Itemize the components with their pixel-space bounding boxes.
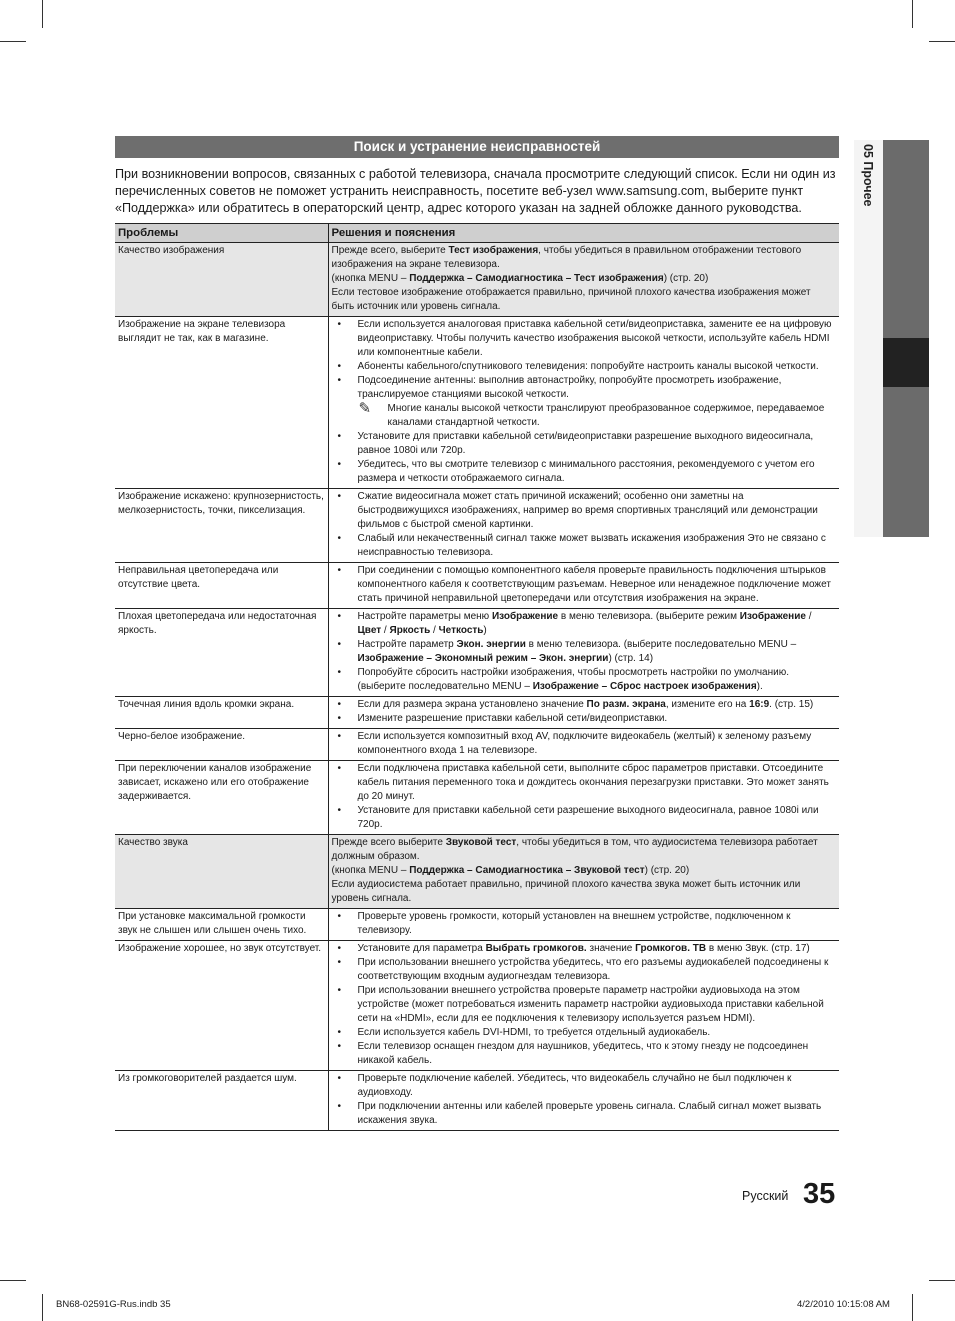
problem-cell: Качество звука xyxy=(115,835,328,909)
list-item: • Если телевизор оснащен гнездом для наушников, убедитесь, что к этому гнезду не подсоединен никакой кабель. xyxy=(332,1040,837,1068)
crop-mark xyxy=(929,41,955,42)
list-item: • При соединении с помощью компонентного кабеля проверьте правильность подключения штырьков компонентного кабеля к соответствующим разъемам. Неверное или ненадежное подключение может стать причиной неправильной цветопередачи или отсутствия изображения на экране. xyxy=(332,564,837,606)
list-item: • Установите для приставки кабельной сети разрешение выходного видеосигнала, равное 1080i или 720p. xyxy=(332,804,837,832)
problem-cell: Плохая цветопередача или недостаточная яркость. xyxy=(115,609,328,697)
print-timestamp: 4/2/2010 10:15:08 AM xyxy=(797,1299,890,1310)
list-item: • Слабый или некачественный сигнал также может вызвать искажения изображения Это не связано с неисправностью телевизора. xyxy=(332,532,837,560)
list-item: • Если подключена приставка кабельной сети, выполните сброс параметров приставки. Отсоедините кабель питания переменного тока и дождитесь окончания перезагрузки приставки. Это может занять до 20 минут. xyxy=(332,762,837,804)
list-item: • Если используется композитный вход AV, подключите видеокабель (желтый) к зеленому разъему компонентного входа 1 на телевизоре. xyxy=(332,730,837,758)
page-number: 35 xyxy=(803,1178,836,1210)
problem-cell: При переключении каналов изображение зависает, искажено или его отображение задерживается. xyxy=(115,761,328,835)
table-row xyxy=(115,697,839,729)
list-item: • Измените разрешение приставки кабельной сети/видеоприставки. xyxy=(332,712,837,726)
list-item: • Проверьте уровень громкости, который установлен на внешнем устройстве, подключенном к телевизору. xyxy=(332,910,837,938)
table-row xyxy=(115,729,839,761)
solution-cell xyxy=(328,729,839,761)
problem-cell: Изображение хорошее, но звук отсутствует. xyxy=(115,941,328,1071)
list-item: • Убедитесь, что вы смотрите телевизор с минимального расстояния, рекомендуемого с учетом его размера и четкости отображаемого сигнала. xyxy=(332,458,837,486)
problem-cell: Точечная линия вдоль кромки экрана. xyxy=(115,697,328,729)
page-language: Русский xyxy=(742,1189,789,1203)
problem-cell: При установке максимальной громкости звук не слышен или слышен очень тихо. xyxy=(115,909,328,941)
solution-cell xyxy=(328,563,839,609)
note-pencil-icon: ✎ xyxy=(358,400,372,417)
section-title: Поиск и устранение неисправностей xyxy=(115,136,839,158)
table-row xyxy=(115,489,839,563)
problem-cell: Изображение искажено: крупнозернистость, мелкозернистость, точки, пикселизация. xyxy=(115,489,328,563)
list-item: • При использовании внешнего устройства убедитесь, что его разъемы аудиокабелей подсоединены к соответствующим входным аудиогнездам телевизора. xyxy=(332,956,837,984)
list-item: • Установите для параметра Выбрать громкогов. значение Громкогов. ТВ в меню Звук. (стр. 17) xyxy=(332,942,837,956)
header-solutions: Решения и пояснения xyxy=(328,224,839,243)
solution-cell xyxy=(328,317,839,489)
solution-cell xyxy=(328,609,839,697)
problem-cell: Из громкоговорителей раздается шум. xyxy=(115,1071,328,1131)
crop-mark xyxy=(0,1280,26,1281)
table-row xyxy=(115,243,839,317)
header-problems: Проблемы xyxy=(115,224,328,243)
crop-mark xyxy=(929,1280,955,1281)
solution-text: Если тестовое изображение отображается правильно, причиной плохого качества изображения может быть источник или уровень сигнала. xyxy=(331,287,811,312)
problem-cell: Черно-белое изображение. xyxy=(115,729,328,761)
crop-mark xyxy=(42,1294,43,1321)
note: ✎ Многие каналы высокой четкости транслируют преобразованное содержимое, передаваемое каналами стандартной четкости. xyxy=(358,400,825,428)
chapter-side-tab-marker xyxy=(883,338,929,387)
list-item: • Настройте параметр Экон. энергии в меню телевизора. (выберите последовательно MENU – Изображение – Экономный режим – Экон. энергии) (стр. 14) xyxy=(332,638,837,666)
table-row xyxy=(115,609,839,697)
list-item: • Абоненты кабельного/спутникового телевидения: попробуйте настроить каналы высокой четкости. xyxy=(332,360,837,374)
print-file-info: BN68-02591G-Rus.indb 35 xyxy=(56,1299,171,1310)
problem-cell: Качество изображения xyxy=(115,243,328,317)
solution-cell xyxy=(328,941,839,1071)
list-item: • Настройте параметры меню Изображение в меню телевизора. (выберите режим Изображение / Цвет / Яркость / Четкость) xyxy=(332,610,837,638)
table-row xyxy=(115,761,839,835)
solution-cell xyxy=(328,1071,839,1131)
table-row xyxy=(115,909,839,941)
list-item: • Попробуйте сбросить настройки изображения, чтобы просмотреть настройки по умолчанию. (выберите последовательно MENU – Изображение – Сброс настроек изображения). xyxy=(332,666,837,694)
solution-cell xyxy=(328,909,839,941)
solution-cell xyxy=(328,697,839,729)
crop-mark xyxy=(912,1294,913,1321)
crop-mark xyxy=(912,0,913,28)
solution-text: (кнопка MENU – Поддержка – Самодиагностика – Звуковой тест) (стр. 20) xyxy=(331,865,690,876)
chapter-label: 05 Прочее xyxy=(861,144,875,207)
list-item: • Если для размера экрана установлено значение По разм. экрана, измените его на 16:9. (стр. 15) xyxy=(332,698,837,712)
table-row xyxy=(115,941,839,1071)
crop-mark xyxy=(0,41,26,42)
solution-cell xyxy=(328,489,839,563)
troubleshooting-table xyxy=(115,223,839,1131)
problem-cell: Неправильная цветопередача или отсутствие цвета. xyxy=(115,563,328,609)
solution-cell xyxy=(328,243,839,317)
solution-cell xyxy=(328,761,839,835)
solution-text: (кнопка MENU – Поддержка – Самодиагностика – Тест изображения) (стр. 20) xyxy=(331,273,709,284)
table-row xyxy=(115,563,839,609)
intro-paragraph: При возникновении вопросов, связанных с работой телевизора, сначала просмотрите следующий список. Если ни один из перечисленных советов не поможет устранить неисправность, посетите веб-узел www.samsung.com, выберите пункт «Поддержка» или обратитесь в операторский центр, адрес которого указан на задней обложке данного руководства. xyxy=(115,167,836,215)
list-item: • Сжатие видеосигнала может стать причиной искажений; особенно они заметны на быстродвижущихся изображениях, например во время спортивных трансляций или демонстрации фильмов с быстрой сменой картинки. xyxy=(332,490,837,532)
solution-text: Если аудиосистема работает правильно, причиной плохого качества звука может быть источник или уровень сигнала. xyxy=(331,879,801,904)
solution-cell xyxy=(328,835,839,909)
solution-text: Прежде всего, выберите Тест изображения, чтобы убедиться в правильном отображении тестового изображения на экране телевизора. xyxy=(331,245,802,270)
table-row xyxy=(115,835,839,909)
list-item: • Подсоединение антенны: выполнив автонастройку, попробуйте просмотреть изображение, транслируемое станциями высокой четкости. xyxy=(332,374,837,402)
list-item: • Если используется аналоговая приставка кабельной сети/видеоприставка, замените ее на цифровую видеоприставку. Чтобы получить качество изображения высокой четкости, используйте кабель HDMI или компонентные кабели. xyxy=(332,318,837,360)
list-item: • При подключении антенны или кабелей проверьте уровень сигнала. Слабый сигнал может вызвать искажения звука. xyxy=(332,1100,837,1128)
table-header-row xyxy=(115,224,839,243)
problem-cell: Изображение на экране телевизора выглядит не так, как в магазине. xyxy=(115,317,328,489)
list-item: • Если используется кабель DVI-HDMI, то требуется отдельный аудиокабель. xyxy=(332,1026,837,1040)
crop-mark xyxy=(42,0,43,28)
list-item: • Проверьте подключение кабелей. Убедитесь, что видеокабель случайно не был подключен к аудиовходу. xyxy=(332,1072,837,1100)
list-item: • Установите для приставки кабельной сети/видеоприставки разрешение выходного видеосигнала, равное 1080i или 720p. xyxy=(332,430,837,458)
list-item: • При использовании внешнего устройства проверьте параметр настройки аудиовыхода на этом устройстве (может потребоваться изменить параметр настройки аудиовыхода приставки кабельной сети на «HDMI», если для ее подключения к телевизору используется разъем HDMI). xyxy=(332,984,837,1026)
solution-text: Прежде всего выберите Звуковой тест, чтобы убедиться в том, что аудиосистема телевизора работает должным образом. xyxy=(331,837,818,862)
table-row xyxy=(115,317,839,489)
table-row xyxy=(115,1071,839,1131)
